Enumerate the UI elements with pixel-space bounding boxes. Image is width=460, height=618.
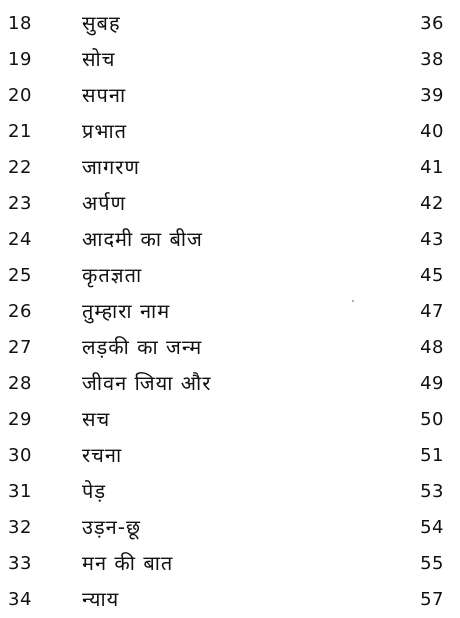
- entry-title: प्रभात: [82, 119, 128, 143]
- entry-number: 33: [8, 553, 32, 574]
- entry-number: 29: [8, 409, 32, 430]
- entry-title: सच: [82, 407, 111, 431]
- entry-number: 19: [8, 49, 32, 70]
- entry-number: 31: [8, 481, 32, 502]
- entry-number: 32: [8, 517, 32, 538]
- entry-page: 43: [420, 229, 444, 250]
- paper-speck: [352, 300, 354, 302]
- entry-page: 47: [420, 301, 444, 322]
- entry-title: कृतज्ञता: [82, 263, 143, 287]
- entry-title: सोच: [82, 47, 116, 71]
- entry-title: जीवन जिया और: [82, 371, 212, 395]
- entry-title: पेड़: [82, 479, 107, 503]
- entry-page: 49: [420, 373, 444, 394]
- entry-page: 42: [420, 193, 444, 214]
- entry-number: 22: [8, 157, 32, 178]
- entry-number: 30: [8, 445, 32, 466]
- entry-title: मन की बात: [82, 551, 174, 575]
- entry-number: 28: [8, 373, 32, 394]
- entry-title: अर्पण: [82, 191, 127, 215]
- toc-entry: [0, 42, 460, 78]
- entry-page: 55: [420, 553, 444, 574]
- toc-entry: [0, 402, 460, 438]
- toc-entry: [0, 186, 460, 222]
- entry-page: 57: [420, 589, 444, 610]
- entry-number: 18: [8, 13, 32, 34]
- entry-number: 21: [8, 121, 32, 142]
- toc-entry: [0, 438, 460, 474]
- entry-number: 25: [8, 265, 32, 286]
- entry-title: न्याय: [82, 587, 120, 611]
- entry-title: आदमी का बीज: [82, 227, 203, 251]
- toc-entry: [0, 222, 460, 258]
- toc-entry: [0, 6, 460, 42]
- entry-title: जागरण: [82, 155, 140, 179]
- entry-page: 40: [420, 121, 444, 142]
- entry-title: सपना: [82, 83, 127, 107]
- toc-entry: [0, 582, 460, 618]
- entry-number: 34: [8, 589, 32, 610]
- toc-entry: [0, 114, 460, 150]
- entry-title: रचना: [82, 443, 123, 467]
- entry-number: 20: [8, 85, 32, 106]
- entry-page: 41: [420, 157, 444, 178]
- toc-entry: [0, 546, 460, 582]
- entry-number: 23: [8, 193, 32, 214]
- toc-entry: [0, 366, 460, 402]
- entry-title: लड़की का जन्म: [82, 335, 203, 359]
- entry-page: 53: [420, 481, 444, 502]
- entry-title: तुम्हारा नाम: [82, 299, 171, 323]
- entry-page: 38: [420, 49, 444, 70]
- entry-page: 48: [420, 337, 444, 358]
- entry-page: 45: [420, 265, 444, 286]
- toc-entry: [0, 78, 460, 114]
- entry-title: सुबह: [82, 11, 121, 35]
- toc-entry: [0, 330, 460, 366]
- entry-number: 27: [8, 337, 32, 358]
- toc-entry: [0, 474, 460, 510]
- entry-page: 50: [420, 409, 444, 430]
- entry-page: 39: [420, 85, 444, 106]
- entry-page: 54: [420, 517, 444, 538]
- entry-page: 51: [420, 445, 444, 466]
- toc-entry: [0, 150, 460, 186]
- toc-entry: [0, 258, 460, 294]
- toc-entry: [0, 294, 460, 330]
- entry-page: 36: [420, 13, 444, 34]
- entry-number: 26: [8, 301, 32, 322]
- toc-entry: [0, 510, 460, 546]
- entry-number: 24: [8, 229, 32, 250]
- entry-title: उड़न-छू: [82, 515, 141, 539]
